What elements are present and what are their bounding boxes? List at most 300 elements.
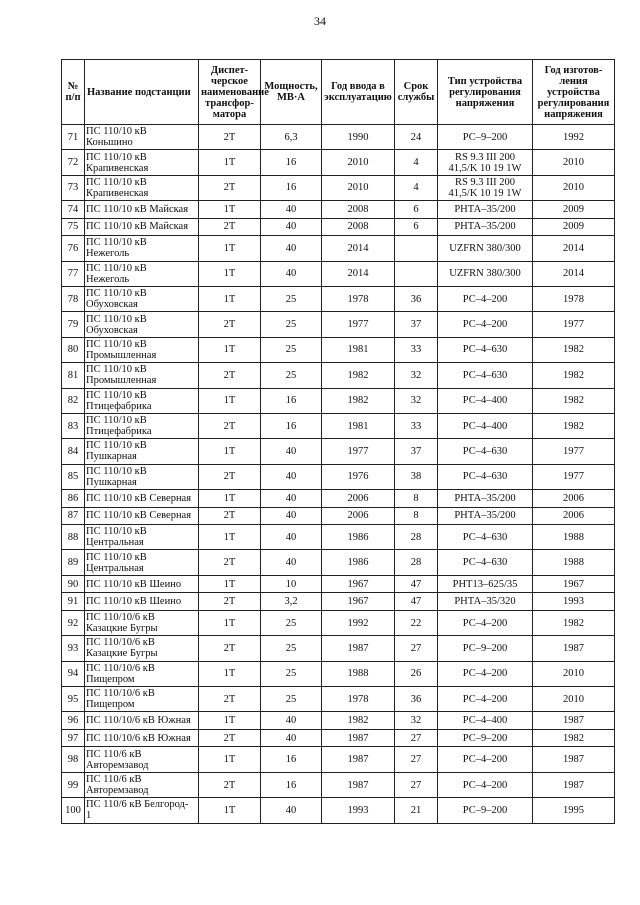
cell-commission-year: 2008 [322, 201, 395, 219]
cell-regulator-year: 1992 [533, 125, 615, 150]
regulator-type-line: РС–4–200 [462, 754, 508, 766]
cell-service-life: 8 [395, 490, 438, 508]
cell-number: 77 [62, 261, 85, 286]
substation-name-line: ПС 110/10 кВ Шеино [86, 578, 182, 590]
cell-regulator-year: 1977 [533, 464, 615, 489]
table-row [62, 236, 615, 261]
substation-name-line: ПС 110/10 кВ [86, 151, 147, 163]
cell-number: 87 [62, 507, 85, 525]
cell-power: 16 [261, 413, 322, 438]
cell-service-life: 47 [395, 575, 438, 593]
regulator-type-line: РС–4–630 [462, 471, 508, 483]
regulator-type-line: РС–4–200 [462, 779, 508, 791]
cell-regulator-year: 1982 [533, 729, 615, 747]
cell-number: 88 [62, 525, 85, 550]
cell-commission-year: 2008 [322, 218, 395, 236]
substation-name-line: Крапивенская [86, 187, 149, 199]
cell-regulator-year: 1982 [533, 363, 615, 388]
cell-commission-year: 1988 [322, 661, 395, 686]
cell-dispatch-name: 2Т [199, 550, 261, 575]
cell-substation-name [85, 490, 199, 508]
cell-regulator-type [438, 772, 533, 797]
table-row [62, 490, 615, 508]
cell-substation-name [85, 712, 199, 730]
cell-regulator-type [438, 125, 533, 150]
cell-substation-name [85, 439, 199, 464]
cell-commission-year: 2010 [322, 150, 395, 175]
cell-power: 40 [261, 201, 322, 219]
regulator-type-line: РС–9–200 [462, 804, 508, 816]
cell-number: 90 [62, 575, 85, 593]
substation-name-line: ПС 110/10/6 кВ [86, 637, 155, 649]
substation-name-line: 1 [86, 810, 92, 822]
cell-regulator-type [438, 610, 533, 635]
cell-service-life: 21 [395, 798, 438, 823]
cell-service-life: 28 [395, 550, 438, 575]
substation-name-line: ПС 110/10 кВ [86, 389, 147, 401]
cell-power: 16 [261, 772, 322, 797]
cell-dispatch-name: 2Т [199, 363, 261, 388]
cell-number: 98 [62, 747, 85, 772]
cell-number: 73 [62, 175, 85, 200]
cell-regulator-year: 1977 [533, 312, 615, 337]
substation-name-line: Промышленная [86, 349, 157, 361]
cell-dispatch-name: 2Т [199, 464, 261, 489]
substation-name-line: Пищепром [86, 699, 135, 711]
cell-regulator-type [438, 236, 533, 261]
cell-regulator-year: 1977 [533, 439, 615, 464]
substation-name-line: ПС 110/10 кВ [86, 440, 147, 452]
substation-name-line: ПС 110/10/6 кВ Южная [86, 715, 191, 727]
cell-substation-name [85, 747, 199, 772]
cell-regulator-year: 2010 [533, 175, 615, 200]
substation-name-line: ПС 110/10/6 кВ [86, 662, 155, 674]
cell-number: 97 [62, 729, 85, 747]
cell-regulator-year: 1967 [533, 575, 615, 593]
substation-name-line: Казацкие Бугры [86, 623, 158, 635]
cell-number: 76 [62, 236, 85, 261]
cell-number: 72 [62, 150, 85, 175]
cell-dispatch-name: 1Т [199, 337, 261, 362]
cell-power: 40 [261, 712, 322, 730]
regulator-type-line: РС–9–200 [462, 131, 508, 143]
regulator-type-line: РС–4–630 [462, 557, 508, 569]
substation-name-line: Казацкие Бугры [86, 648, 158, 660]
cell-service-life: 27 [395, 772, 438, 797]
cell-dispatch-name: 2Т [199, 593, 261, 611]
cell-substation-name [85, 175, 199, 200]
table-row [62, 747, 615, 772]
cell-service-life: 27 [395, 747, 438, 772]
cell-substation-name [85, 507, 199, 525]
cell-substation-name [85, 575, 199, 593]
cell-power: 16 [261, 747, 322, 772]
cell-regulator-type [438, 712, 533, 730]
cell-service-life: 32 [395, 363, 438, 388]
cell-commission-year: 1967 [322, 575, 395, 593]
substation-name-line: ПС 110/10 кВ [86, 364, 147, 376]
cell-substation-name [85, 261, 199, 286]
table-row [62, 550, 615, 575]
cell-service-life: 32 [395, 712, 438, 730]
cell-dispatch-name: 2Т [199, 636, 261, 661]
cell-regulator-type [438, 464, 533, 489]
cell-commission-year: 1981 [322, 413, 395, 438]
cell-regulator-type [438, 388, 533, 413]
cell-regulator-year: 1978 [533, 286, 615, 311]
regulator-type-line: РНТА–35/200 [454, 203, 516, 215]
cell-number: 82 [62, 388, 85, 413]
substation-name-line: ПС 110/10 кВ [86, 465, 147, 477]
table-row [62, 261, 615, 286]
cell-regulator-type [438, 687, 533, 712]
substation-name-line: Нежеголь [86, 248, 130, 260]
substation-name-line: ПС 110/10 кВ [86, 526, 147, 538]
cell-dispatch-name: 2Т [199, 175, 261, 200]
cell-commission-year: 1977 [322, 312, 395, 337]
header-commission-year: Год ввода в эксплуатацию [322, 60, 395, 125]
cell-power: 40 [261, 525, 322, 550]
substation-name-line: Пищепром [86, 673, 135, 685]
regulator-type-line: RS 9.3 III 200 [454, 176, 516, 188]
substation-name-line: ПС 110/10 кВ [86, 176, 147, 188]
cell-commission-year: 1967 [322, 593, 395, 611]
cell-regulator-type [438, 661, 533, 686]
cell-power: 16 [261, 150, 322, 175]
header-regulator-type: Тип устройства регулирования напряжения [438, 60, 533, 125]
cell-dispatch-name: 1Т [199, 747, 261, 772]
substation-name-line: ПС 110/6 кВ Белгород- [86, 799, 189, 811]
cell-service-life: 27 [395, 636, 438, 661]
cell-regulator-year: 1982 [533, 610, 615, 635]
table-row [62, 312, 615, 337]
cell-service-life: 6 [395, 201, 438, 219]
table-header-row [62, 60, 615, 125]
cell-regulator-year: 2006 [533, 490, 615, 508]
cell-dispatch-name: 1Т [199, 261, 261, 286]
cell-power: 16 [261, 388, 322, 413]
cell-power: 40 [261, 218, 322, 236]
cell-substation-name [85, 661, 199, 686]
cell-regulator-type [438, 337, 533, 362]
cell-substation-name [85, 312, 199, 337]
cell-power: 40 [261, 550, 322, 575]
cell-substation-name [85, 286, 199, 311]
cell-regulator-year: 2006 [533, 507, 615, 525]
cell-commission-year: 2014 [322, 236, 395, 261]
cell-service-life: 37 [395, 439, 438, 464]
substation-name-line: Птицефабрика [86, 400, 152, 412]
regulator-type-line: РНТА–35/200 [454, 492, 516, 504]
substation-name-line: Пушкарная [86, 476, 137, 488]
cell-regulator-type [438, 261, 533, 286]
regulator-type-line: РС–4–200 [462, 668, 508, 680]
cell-power: 40 [261, 261, 322, 286]
page-number: 34 [314, 14, 326, 28]
substation-name-line: ПС 110/10/6 кВ [86, 688, 155, 700]
cell-number: 85 [62, 464, 85, 489]
cell-commission-year: 1987 [322, 636, 395, 661]
cell-substation-name [85, 337, 199, 362]
table-row [62, 150, 615, 175]
cell-dispatch-name: 1Т [199, 201, 261, 219]
cell-number: 100 [62, 798, 85, 823]
cell-commission-year: 1982 [322, 388, 395, 413]
regulator-type-line: РС–4–400 [462, 715, 508, 727]
cell-regulator-type [438, 575, 533, 593]
header-number: № п/п [62, 60, 85, 125]
cell-power: 6,3 [261, 125, 322, 150]
cell-number: 95 [62, 687, 85, 712]
cell-power: 25 [261, 337, 322, 362]
cell-regulator-type [438, 729, 533, 747]
substation-name-line: ПС 110/10 кВ [86, 551, 147, 563]
cell-dispatch-name: 1Т [199, 525, 261, 550]
table-row [62, 507, 615, 525]
cell-service-life: 47 [395, 593, 438, 611]
cell-power: 3,2 [261, 593, 322, 611]
cell-dispatch-name: 1Т [199, 150, 261, 175]
cell-service-life: 33 [395, 337, 438, 362]
cell-dispatch-name: 1Т [199, 490, 261, 508]
cell-substation-name [85, 413, 199, 438]
cell-number: 86 [62, 490, 85, 508]
cell-regulator-year: 1988 [533, 550, 615, 575]
cell-regulator-type [438, 550, 533, 575]
cell-power: 25 [261, 363, 322, 388]
table-row [62, 125, 615, 150]
table-row [62, 593, 615, 611]
cell-regulator-year: 1982 [533, 337, 615, 362]
cell-regulator-year: 2009 [533, 218, 615, 236]
regulator-type-line: UZFRN 380/300 [449, 242, 521, 254]
cell-substation-name [85, 636, 199, 661]
cell-regulator-year: 2014 [533, 236, 615, 261]
substation-name-line: ПС 110/10 кВ [86, 262, 147, 274]
regulator-type-line: РС–4–630 [462, 445, 508, 457]
substation-name-line: Коньшино [86, 137, 133, 149]
regulator-type-line: РНТА–35/200 [454, 510, 516, 522]
cell-substation-name [85, 363, 199, 388]
cell-service-life: 6 [395, 218, 438, 236]
cell-commission-year: 2006 [322, 490, 395, 508]
table-row [62, 772, 615, 797]
cell-regulator-year: 1987 [533, 636, 615, 661]
cell-substation-name [85, 550, 199, 575]
substation-name-line: ПС 110/10 кВ Северная [86, 492, 192, 504]
table-row [62, 388, 615, 413]
cell-service-life: 36 [395, 286, 438, 311]
table-row [62, 575, 615, 593]
cell-substation-name [85, 593, 199, 611]
substation-name-line: Нежеголь [86, 273, 130, 285]
cell-service-life: 36 [395, 687, 438, 712]
cell-substation-name [85, 388, 199, 413]
cell-number: 89 [62, 550, 85, 575]
cell-substation-name [85, 150, 199, 175]
cell-dispatch-name: 2Т [199, 729, 261, 747]
substation-name-line: Крапивенская [86, 162, 149, 174]
cell-regulator-year: 2010 [533, 661, 615, 686]
regulator-type-line: РС–4–630 [462, 344, 508, 356]
cell-regulator-type [438, 747, 533, 772]
table-row [62, 798, 615, 823]
substation-name-line: ПС 110/10/6 кВ [86, 612, 155, 624]
regulator-type-line: РС–4–200 [462, 617, 508, 629]
cell-power: 40 [261, 439, 322, 464]
cell-number: 93 [62, 636, 85, 661]
table-row [62, 636, 615, 661]
substation-name-line: ПС 110/10 кВ Северная [86, 510, 192, 522]
cell-substation-name [85, 201, 199, 219]
substation-name-line: ПС 110/10 кВ Шеино [86, 596, 182, 608]
cell-number: 96 [62, 712, 85, 730]
cell-dispatch-name: 2Т [199, 312, 261, 337]
substation-table [61, 59, 615, 824]
cell-service-life: 37 [395, 312, 438, 337]
cell-regulator-year: 1987 [533, 712, 615, 730]
table-row [62, 525, 615, 550]
table-row [62, 610, 615, 635]
substation-name-line: Промышленная [86, 375, 157, 387]
substation-name-line: ПС 110/6 кВ [86, 774, 142, 785]
cell-substation-name [85, 772, 199, 797]
cell-regulator-year: 1982 [533, 388, 615, 413]
cell-commission-year: 1992 [322, 610, 395, 635]
cell-dispatch-name: 2Т [199, 125, 261, 150]
cell-dispatch-name: 1Т [199, 439, 261, 464]
cell-commission-year: 1976 [322, 464, 395, 489]
cell-power: 40 [261, 507, 322, 525]
cell-number: 71 [62, 125, 85, 150]
cell-regulator-year: 2009 [533, 201, 615, 219]
cell-service-life: 32 [395, 388, 438, 413]
cell-commission-year: 1987 [322, 729, 395, 747]
substation-name-line: ПС 110/6 кВ [86, 748, 142, 760]
cell-regulator-type [438, 413, 533, 438]
cell-service-life: 33 [395, 413, 438, 438]
regulator-type-line: РС–4–200 [462, 293, 508, 305]
cell-power: 40 [261, 236, 322, 261]
cell-substation-name [85, 125, 199, 150]
cell-power: 25 [261, 661, 322, 686]
cell-regulator-year: 1995 [533, 798, 615, 823]
regulator-type-line: 41,5/K 10 19 1W [448, 187, 522, 199]
cell-number: 75 [62, 218, 85, 236]
cell-dispatch-name: 1Т [199, 286, 261, 311]
cell-regulator-year: 2014 [533, 261, 615, 286]
cell-service-life [395, 261, 438, 286]
regulator-type-line: РС–9–200 [462, 732, 508, 744]
cell-number: 91 [62, 593, 85, 611]
cell-service-life: 4 [395, 175, 438, 200]
cell-substation-name [85, 218, 199, 236]
cell-regulator-type [438, 150, 533, 175]
cell-dispatch-name: 1Т [199, 236, 261, 261]
cell-commission-year: 2006 [322, 507, 395, 525]
substation-name-line: ПС 110/10 кВ [86, 338, 147, 350]
cell-service-life: 4 [395, 150, 438, 175]
table-row [62, 363, 615, 388]
cell-commission-year: 1986 [322, 550, 395, 575]
substation-name-line: Центральная [86, 562, 144, 574]
cell-power: 25 [261, 286, 322, 311]
cell-regulator-type [438, 798, 533, 823]
cell-power: 40 [261, 490, 322, 508]
substation-name-line: ПС 110/10 кВ [86, 126, 147, 138]
table-row [62, 218, 615, 236]
cell-regulator-year: 2010 [533, 150, 615, 175]
cell-service-life [395, 236, 438, 261]
header-regulator-year: Год изготов-ления устройства регулирования напряжения [533, 60, 615, 125]
substation-name-line: ПС 110/10/6 кВ Южная [86, 732, 191, 744]
substation-name-line: ПС 110/10 кВ [86, 237, 147, 249]
cell-substation-name [85, 687, 199, 712]
cell-regulator-type [438, 363, 533, 388]
cell-substation-name [85, 798, 199, 823]
regulator-type-line: 41,5/K 10 19 1W [448, 162, 522, 174]
cell-dispatch-name: 1Т [199, 798, 261, 823]
cell-regulator-type [438, 218, 533, 236]
substation-name-line: Пушкарная [86, 451, 137, 463]
cell-number: 84 [62, 439, 85, 464]
cell-substation-name [85, 464, 199, 489]
cell-power: 10 [261, 575, 322, 593]
cell-number: 92 [62, 610, 85, 635]
cell-service-life: 38 [395, 464, 438, 489]
cell-regulator-type [438, 593, 533, 611]
cell-service-life: 26 [395, 661, 438, 686]
substation-name-line: Птицефабрика [86, 426, 152, 438]
cell-commission-year: 1986 [322, 525, 395, 550]
table-row [62, 201, 615, 219]
cell-commission-year: 1977 [322, 439, 395, 464]
cell-regulator-year: 1993 [533, 593, 615, 611]
cell-regulator-type [438, 439, 533, 464]
table-row [62, 687, 615, 712]
cell-number: 94 [62, 661, 85, 686]
cell-commission-year: 2014 [322, 261, 395, 286]
cell-regulator-type [438, 507, 533, 525]
table-row [62, 712, 615, 730]
cell-service-life: 27 [395, 729, 438, 747]
cell-dispatch-name: 1Т [199, 712, 261, 730]
regulator-type-line: RS 9.3 III 200 [454, 151, 516, 163]
regulator-type-line: РС–4–400 [462, 395, 508, 407]
cell-commission-year: 1982 [322, 363, 395, 388]
cell-commission-year: 1982 [322, 712, 395, 730]
cell-dispatch-name: 1Т [199, 661, 261, 686]
cell-dispatch-name: 2Т [199, 507, 261, 525]
cell-number: 80 [62, 337, 85, 362]
cell-service-life: 22 [395, 610, 438, 635]
cell-dispatch-name: 1Т [199, 388, 261, 413]
table-row [62, 337, 615, 362]
cell-regulator-year: 1987 [533, 772, 615, 797]
cell-commission-year: 1993 [322, 798, 395, 823]
cell-power: 25 [261, 610, 322, 635]
cell-dispatch-name: 1Т [199, 610, 261, 635]
cell-power: 16 [261, 175, 322, 200]
regulator-type-line: UZFRN 380/300 [449, 268, 521, 280]
cell-number: 78 [62, 286, 85, 311]
cell-power: 25 [261, 636, 322, 661]
cell-commission-year: 1978 [322, 687, 395, 712]
regulator-type-line: РС–4–400 [462, 420, 508, 432]
cell-regulator-type [438, 636, 533, 661]
substation-name-line: Авторемзавод [86, 785, 149, 796]
cell-commission-year: 1990 [322, 125, 395, 150]
